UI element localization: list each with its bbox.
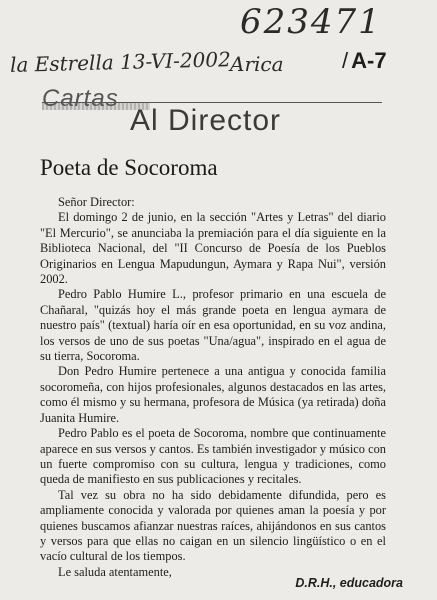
- page-number: A-7: [351, 48, 387, 73]
- letter-salutation: Señor Director:: [58, 195, 135, 209]
- letter-body: [40, 195, 386, 580]
- letter-paragraph: Pedro Pablo es el poeta de Socoroma, nombre que continuamente aparece en sus versos y cantos. Es también investigador y músico con un fuerte compromiso con su cultura, lengua y tradiciones, como queda de manifiesto en sus publicaciones y recitales.: [40, 426, 386, 487]
- page-label: [342, 48, 387, 74]
- letter-signature: D.R.H., educadora: [295, 576, 403, 590]
- page-slash: /: [342, 48, 349, 73]
- letter-paragraph: Tal vez su obra no ha sido debidamente difundida, pero es ampliamente conocida y valorada por quienes aman la poesía y por quienes buscamos afianzar nuestras raíces, ahijándonos en sus cantos y versos para que ellas no caigan en un silencio lingüístico o en el vacío cultural de los tiempos.: [40, 487, 386, 564]
- letter-paragraph: Don Pedro Humire pertenece a una antigua y conocida familia socoromeña, con hijos profesionales, algunos destacados en las artes, como él mismo y su hermana, profesora de Música (ya retirada) doña Juanita Humire.: [40, 364, 386, 425]
- letter-closing: Le saluda atentamente,: [58, 564, 172, 579]
- section-title: Al Director: [130, 104, 282, 137]
- letter-headline: Poeta de Socoroma: [40, 155, 218, 180]
- handwritten-archive-number: 623471: [240, 2, 382, 42]
- handwritten-clip-source: Arica: [230, 52, 284, 76]
- section-label: Cartas: [42, 85, 119, 112]
- section-divider: [42, 102, 382, 103]
- letter-paragraph: Pedro Pablo Humire L., profesor primario en una escuela de Chañaral, "quizás hoy el más grande poeta en lengua aymara de nuestro país" (textual) haría oír en esa oportunidad, en su voz andina, los versos de uno de sus poetas "Una/agua", inspirado en el agua de su tierra, Socoroma.: [40, 287, 386, 364]
- letter-paragraph: El domingo 2 de junio, en la sección "Artes y Letras" del diario "El Mercurio", se anunciaba la premiación para el día siguiente en la Biblioteca Nacional, del "II Concurso de Poesía de los Pueblos Originarios en Lengua Mapudungun, Aymara y Rapa Nui", versión 2002.: [40, 210, 386, 287]
- handwritten-clip-date: la Estrella 13-VI-2002: [9, 47, 232, 77]
